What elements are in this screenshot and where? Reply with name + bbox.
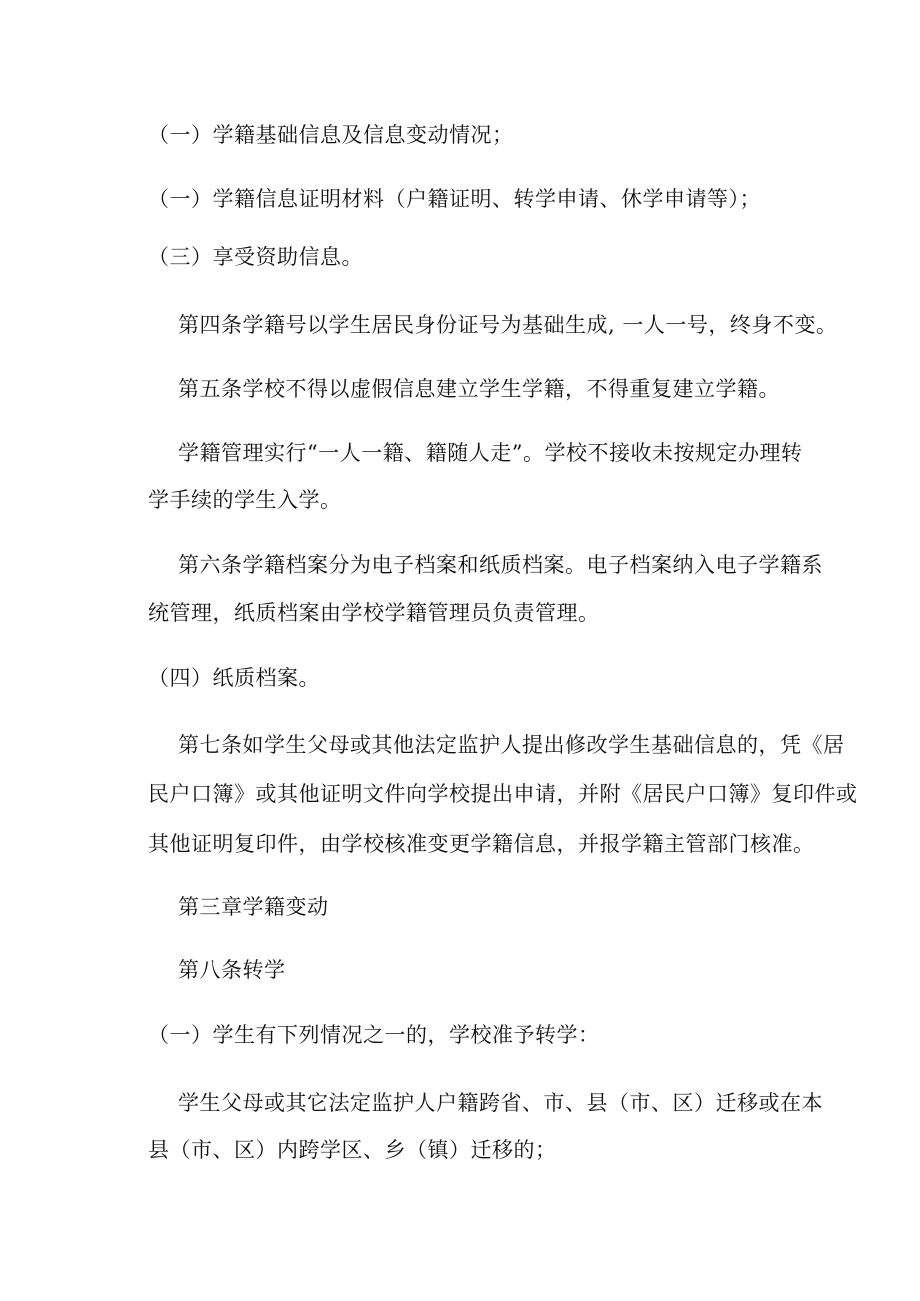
paragraph-line: 学生父母或其它法定监护人户籍跨省、市、县（市、区）迁移或在本 — [178, 1091, 823, 1115]
paragraph-line: 县（市、区）内跨学区、乡（镇）迁移的； — [148, 1138, 557, 1162]
paragraph-line: （一）学籍信息证明材料（户籍证明、转学申请、休学申请等）； — [148, 187, 761, 211]
paragraph-line: 第七条如学生父母或其他法定监护人提出修改学生基础信息的，凭《居 — [178, 733, 845, 757]
paragraph-line: 统管理，纸质档案由学校学籍管理员负责管理。 — [148, 601, 600, 625]
paragraph-line: （一）学生有下列情况之一的，学校准予转学： — [148, 1023, 600, 1047]
paragraph-line: （四）纸质档案。 — [148, 666, 320, 690]
chapter-heading: 第三章学籍变动 — [178, 895, 329, 919]
paragraph-line: （一）学籍基础信息及信息变动情况； — [148, 123, 514, 147]
paragraph-line: （三）享受资助信息。 — [148, 245, 363, 269]
paragraph-line: 第五条学校不得以虚假信息建立学生学籍，不得重复建立学籍。 — [178, 377, 780, 401]
paragraph-line: 其他证明复印件，由学校核准变更学籍信息，并报学籍主管部门核准。 — [148, 832, 815, 856]
article-heading: 第八条转学 — [178, 958, 286, 982]
paragraph-line: 学手续的学生入学。 — [148, 488, 342, 512]
paragraph-line: 第六条学籍档案分为电子档案和纸质档案。电子档案纳入电子学籍系 — [178, 553, 823, 577]
paragraph-line: 学籍管理实行“一人一籍、籍随人走”。学校不接收未按规定办理转 — [178, 441, 803, 465]
paragraph-line: 民户口簿》或其他证明文件向学校提出申请，并附《居民户口簿》复印件或 — [148, 782, 858, 806]
paragraph-line: 第四条学籍号以学生居民身份证号为基础生成, 一人一号，终身不变。 — [178, 313, 838, 337]
